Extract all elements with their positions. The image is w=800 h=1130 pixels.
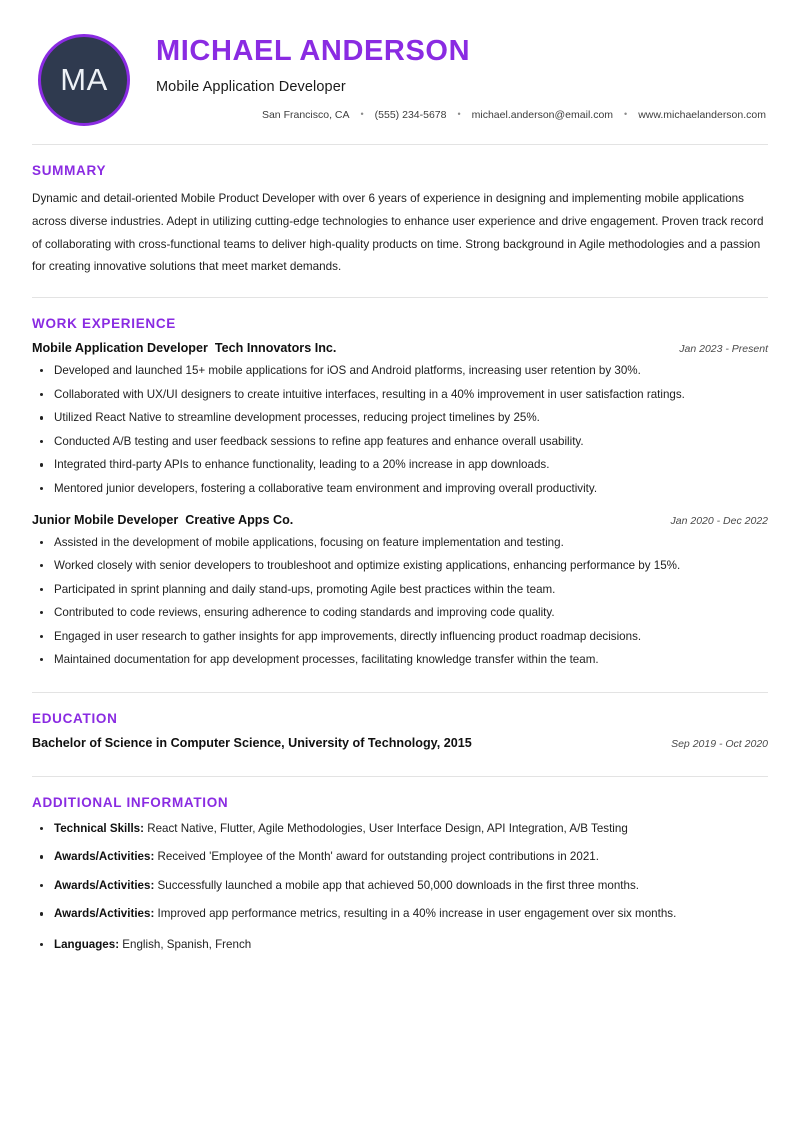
contact-separator-icon: • (360, 109, 364, 120)
list-item: Utilized React Native to streamline development processes, reducing project timelines by 25%. (32, 409, 768, 428)
additional-information-list (32, 820, 768, 955)
experience-dates: Jan 2020 - Dec 2022 (670, 514, 768, 527)
experience-bullet-list (32, 534, 768, 670)
contact-phone[interactable]: (555) 234-5678 (374, 108, 447, 121)
info-value: English, Spanish, French (122, 938, 252, 951)
list-item: Maintained documentation for app development processes, facilitating knowledge transfer within the team. (32, 651, 768, 670)
info-label: Languages: (54, 938, 120, 951)
summary-text: Dynamic and detail-oriented Mobile Product Developer with over 6 years of experience in designing and implementing mobile applications across diverse industries. Adept in utilizing cutting-edge technologies to enhance user experience and drive engagement. Proven track record of collaborating with cross-functional teams to deliver high-quality products on time. Strong background in Agile methodologies and a passion for creating innovative solutions that meet market demands. (32, 192, 764, 274)
education-entry (32, 736, 768, 750)
info-value: Received 'Employee of the Month' award for outstanding project contributions in 2021. (157, 850, 599, 864)
list-item: Conducted A/B testing and user feedback sessions to refine app features and enhance overall usability. (32, 433, 768, 452)
section-title-summary: SUMMARY (32, 163, 107, 178)
education-degree: Bachelor of Science in Computer Science, University of Technology, 2015 (32, 735, 472, 750)
list-item: Mentored junior developers, fostering a collaborative team environment and improving overall productivity. (32, 480, 768, 499)
list-item (32, 905, 768, 924)
list-item: Engaged in user research to gather insights for app improvements, directly influencing product roadmap decisions. (32, 628, 768, 647)
info-label: Awards/Activities: (54, 907, 155, 921)
info-label: Awards/Activities: (54, 878, 155, 892)
contact-separator-icon: • (457, 109, 461, 120)
info-label: Technical Skills: (54, 821, 144, 835)
experience-entry (32, 513, 768, 670)
list-item: Contributed to code reviews, ensuring adherence to coding standards and improving code quality. (32, 604, 768, 623)
section-education (32, 693, 768, 750)
list-item: Collaborated with UX/UI designers to create intuitive interfaces, resulting in a 40% improvement in user satisfaction ratings. (32, 386, 768, 405)
section-summary (32, 145, 768, 279)
list-item (32, 848, 768, 867)
section-title-additional-information: ADDITIONAL INFORMATION (32, 794, 229, 810)
experience-bullet-list (32, 362, 768, 498)
section-additional-information (32, 777, 768, 955)
list-item: Assisted in the development of mobile applications, focusing on feature implementation and testing. (32, 534, 768, 553)
info-value: Improved app performance metrics, resulting in a 40% increase in user engagement over six months. (157, 907, 677, 921)
info-label: Awards/Activities: (54, 850, 155, 864)
contact-row (156, 109, 768, 121)
list-item (32, 820, 768, 839)
list-item: Developed and launched 15+ mobile applications for iOS and Android platforms, increasing user retention by 30%. (32, 362, 768, 381)
info-value: React Native, Flutter, Agile Methodologies, User Interface Design, API Integration, A/B Testing (147, 821, 628, 835)
list-item: Worked closely with senior developers to troubleshoot and optimize existing applications, enhancing performance by 15%. (32, 557, 768, 576)
info-value: Successfully launched a mobile app that achieved 50,000 downloads in the first three months. (157, 878, 639, 892)
section-title-education: EDUCATION (32, 710, 118, 726)
experience-heading (32, 341, 336, 355)
experience-entry-header (32, 341, 768, 355)
experience-job-title: Mobile Application Developer (32, 341, 208, 356)
header-text-block (156, 26, 768, 121)
resume-header (32, 0, 768, 134)
experience-entry (32, 341, 768, 498)
education-dates: Sep 2019 - Oct 2020 (671, 737, 768, 750)
experience-heading (32, 513, 293, 527)
list-item: Participated in sprint planning and daily stand-ups, promoting Agile best practices within the team. (32, 581, 768, 600)
section-title-work-experience: WORK EXPERIENCE (32, 316, 177, 332)
contact-location: San Francisco, CA (261, 108, 350, 121)
header-job-title: Mobile Application Developer (156, 78, 346, 95)
contact-website[interactable]: www.michaelanderson.com (638, 108, 766, 121)
experience-company: Creative Apps Co. (185, 512, 294, 527)
page-title: MICHAEL ANDERSON (156, 35, 471, 67)
experience-dates: Jan 2023 - Present (679, 343, 768, 356)
list-item (32, 936, 768, 955)
avatar-initials: MA (60, 62, 108, 97)
avatar (38, 34, 130, 126)
list-item (32, 877, 768, 896)
contact-email[interactable]: michael.anderson@email.com (471, 108, 614, 121)
list-item: Integrated third-party APIs to enhance functionality, leading to a 20% increase in app downloads. (32, 456, 768, 475)
experience-entry-header (32, 513, 768, 527)
experience-job-title: Junior Mobile Developer (32, 512, 179, 527)
experience-company: Tech Innovators Inc. (214, 341, 337, 356)
section-work-experience (32, 298, 768, 670)
contact-separator-icon: • (624, 109, 628, 120)
